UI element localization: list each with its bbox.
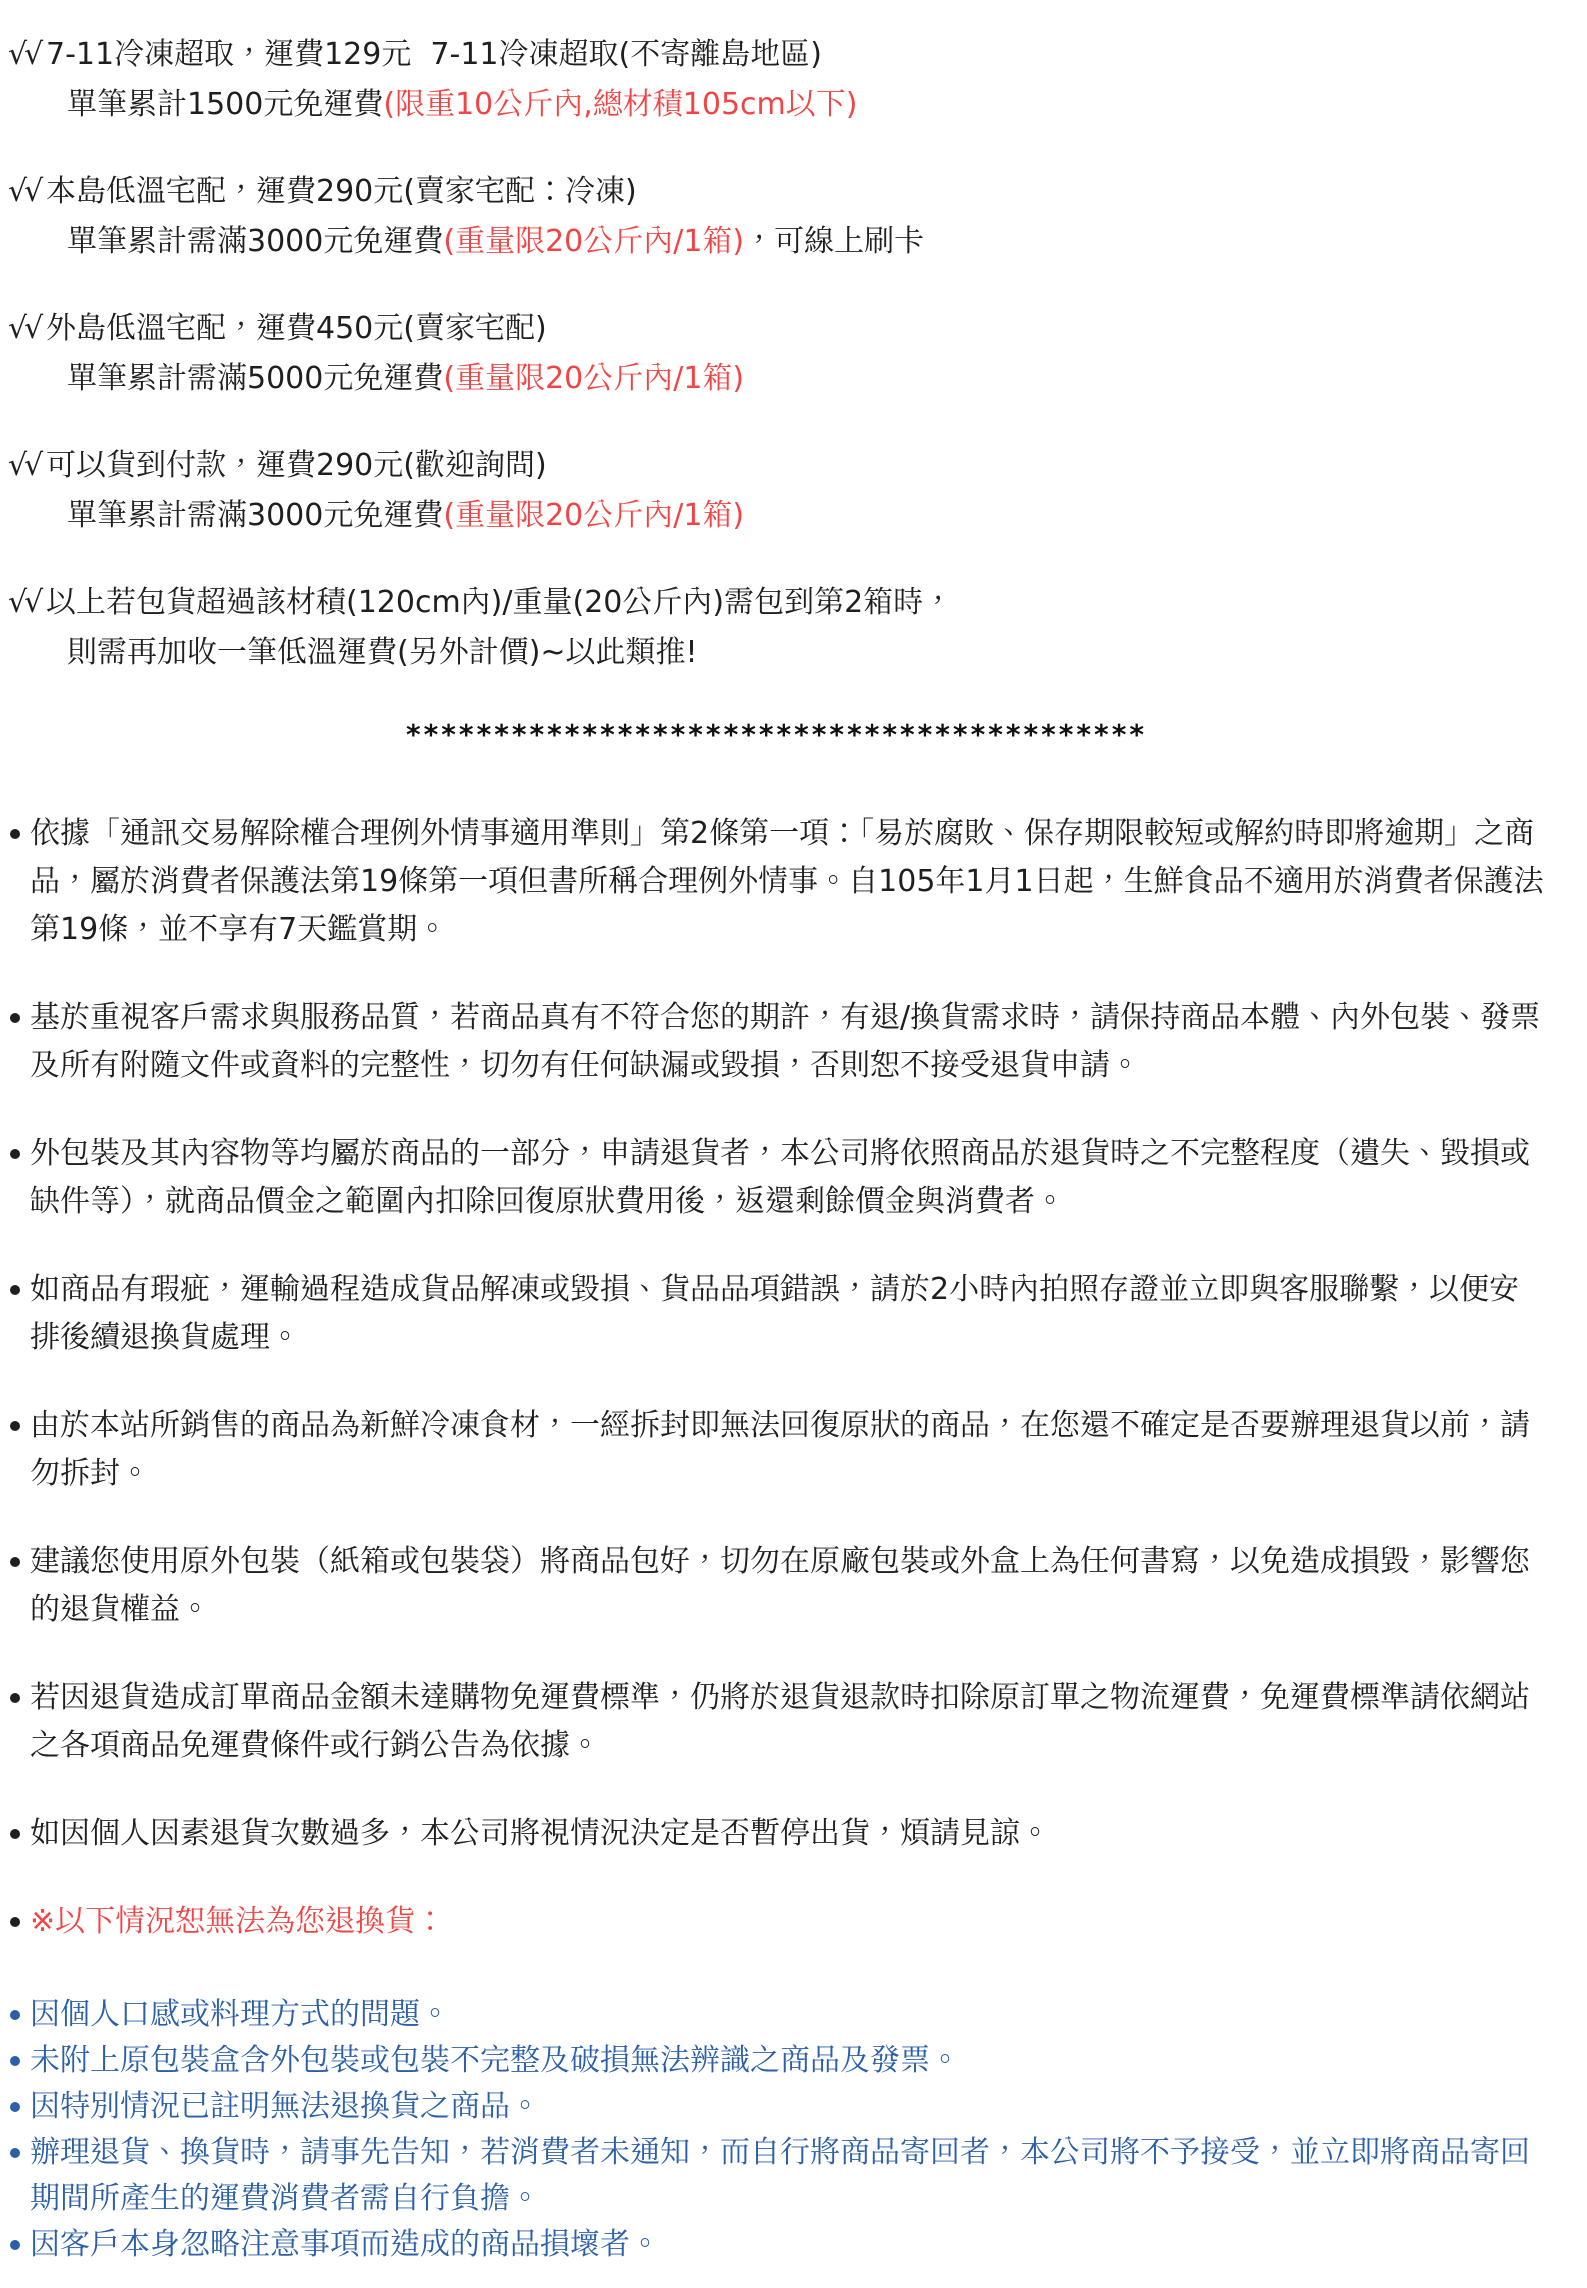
non-returnable-item <box>8 2130 1545 2222</box>
bullet-icon <box>10 1693 20 1703</box>
asterisk-divider: ****************************************** <box>406 718 1147 751</box>
non-returnable-text: 辦理退貨、換貨時，請事先告知，若消費者未通知，而自行將商品寄回者，本公司將不予接受，並立即將商品寄回期間所產生的運費消費者需自行負擔。 <box>30 2135 1530 2216</box>
shipping-option-line <box>46 304 1545 354</box>
bullet-icon <box>10 2010 20 2020</box>
policy-text: 如商品有瑕疵，運輸過程造成貨品解凍或毀損、貨品品項錯誤，請於2小時內拍照存證並立即與客服聯繫，以便安排後續退換貨處理。 <box>30 1272 1520 1355</box>
non-returnable-text: 因特別情況已註明無法退換貨之商品。 <box>30 2089 540 2124</box>
bullet-icon <box>10 1149 20 1159</box>
shipping-option-lines <box>46 441 1545 541</box>
text-segment: 單筆累計1500元免運費 <box>67 87 384 122</box>
text-segment: (重量限20公斤內/1箱) <box>443 498 745 533</box>
text-segment: 則需再加收一筆低溫運費(另外計價)~以此類推! <box>67 635 698 670</box>
shipping-option-line <box>46 628 1545 678</box>
non-returnable-text: 因客戶本身忽略注意事項而造成的商品損壞者。 <box>30 2227 660 2262</box>
non-returnable-section <box>8 1992 1545 2268</box>
checkmark-icon: √√ <box>8 448 41 483</box>
non-returnable-item <box>8 2038 1545 2084</box>
shipping-option-lines <box>46 304 1545 404</box>
policy-text: ※以下情況恕無法為您退換貨： <box>30 1904 446 1939</box>
text-segment: 7-11冷凍超取，運費129元 7-11冷凍超取(不寄離島地區) <box>46 37 822 72</box>
shipping-option-line <box>46 354 1545 404</box>
text-segment: (重量限20公斤內/1箱) <box>443 361 745 396</box>
shipping-option-line <box>46 30 1545 80</box>
non-returnable-item <box>8 2222 1545 2268</box>
text-segment: 可以貨到付款，運費290元(歡迎詢問) <box>46 448 547 483</box>
bullet-icon <box>10 1421 20 1431</box>
bullet-icon <box>10 1557 20 1567</box>
text-segment: 單筆累計需滿3000元免運費 <box>67 498 444 533</box>
shipping-option-line <box>46 217 1545 267</box>
shipping-option-lines <box>46 578 1545 678</box>
bullet-icon <box>10 1917 20 1927</box>
text-segment: 單筆累計需滿3000元免運費 <box>67 224 444 259</box>
checkmark-icon: √√ <box>8 585 41 620</box>
text-segment: 單筆累計需滿5000元免運費 <box>67 361 444 396</box>
text-segment: (限重10公斤內,總材積105cm以下) <box>383 87 858 122</box>
policy-item <box>8 1898 1545 1946</box>
text-segment: 外島低溫宅配，運費450元(賣家宅配) <box>46 311 547 346</box>
bullet-icon <box>10 1013 20 1023</box>
policy-text: 外包裝及其內容物等均屬於商品的一部分，申請退貨者，本公司將依照商品於退貨時之不完整程度（遺失、毀損或缺件等），就商品價金之範圍內扣除回復原狀費用後，返還剩餘價金與消費者。 <box>30 1136 1530 1219</box>
shipping-option-line <box>46 578 1545 628</box>
shipping-option-line <box>46 80 1545 130</box>
shipping-option-lines <box>46 30 1545 130</box>
shipping-option-lines <box>46 167 1545 267</box>
bullet-icon <box>10 829 20 839</box>
policy-item <box>8 1538 1545 1634</box>
checkmark-icon: √√ <box>8 311 41 346</box>
shipping-options-section <box>8 30 1545 678</box>
policy-text: 建議您使用原外包裝（紙箱或包裝袋）將商品包好，切勿在原廠包裝或外盒上為任何書寫，以免造成損毀，影響您的退貨權益。 <box>30 1544 1530 1627</box>
text-segment: 本島低溫宅配，運費290元(賣家宅配：冷凍) <box>46 174 637 209</box>
return-policy-section <box>8 810 1545 1946</box>
checkmark-icon: √√ <box>8 37 41 72</box>
text-segment: 以上若包貨超過該材積(120cm內)/重量(20公斤內)需包到第2箱時， <box>46 585 954 620</box>
policy-item <box>8 810 1545 954</box>
policy-text: 依據「通訊交易解除權合理例外情事適用準則」第2條第一項：「易於腐敗、保存期限較短或解約時即將逾期」之商品，屬於消費者保護法第19條第一項但書所稱合理例外情事。自105年1月1日起，生鮮食品不適用於消費者保護法第19條，並不享有7天鑑賞期。 <box>30 816 1544 947</box>
shipping-option-item <box>8 167 1545 267</box>
shipping-option-line <box>46 441 1545 491</box>
policy-text: 由於本站所銷售的商品為新鮮冷凍食材，一經拆封即無法回復原狀的商品，在您還不確定是否要辦理退貨以前，請勿拆封。 <box>30 1408 1530 1491</box>
shipping-option-line <box>46 491 1545 541</box>
policy-text: 如因個人因素退貨次數過多，本公司將視情況決定是否暫停出貨，煩請見諒。 <box>30 1816 1050 1851</box>
shipping-option-line <box>46 167 1545 217</box>
policy-item <box>8 1674 1545 1770</box>
text-segment: ，可線上刷卡 <box>744 224 925 259</box>
policy-item <box>8 1130 1545 1226</box>
bullet-icon <box>10 2148 20 2158</box>
text-segment: (重量限20公斤內/1箱) <box>443 224 745 259</box>
policy-text: 若因退貨造成訂單商品金額未達購物免運費標準，仍將於退貨退款時扣除原訂單之物流運費，免運費標準請依網站之各項商品免運費條件或行銷公告為依據。 <box>30 1680 1530 1763</box>
non-returnable-text: 未附上原包裝盒含外包裝或包裝不完整及破損無法辨識之商品及發票。 <box>30 2043 960 2078</box>
bullet-icon <box>10 1829 20 1839</box>
bullet-icon <box>10 1285 20 1295</box>
policy-item <box>8 1810 1545 1858</box>
bullet-icon <box>10 2102 20 2112</box>
shipping-option-item <box>8 578 1545 678</box>
non-returnable-text: 因個人口感或料理方式的問題。 <box>30 1997 450 2032</box>
bullet-icon <box>10 2056 20 2066</box>
policy-item <box>8 1266 1545 1362</box>
shipping-option-item <box>8 30 1545 130</box>
non-returnable-item <box>8 1992 1545 2038</box>
shipping-option-item <box>8 304 1545 404</box>
policy-item <box>8 994 1545 1090</box>
policy-text: 基於重視客戶需求與服務品質，若商品真有不符合您的期許，有退/換貨需求時，請保持商品本體、內外包裝、發票及所有附隨文件或資料的完整性，切勿有任何缺漏或毀損，否則恕不接受退貨申請。 <box>30 1000 1541 1083</box>
non-returnable-item <box>8 2084 1545 2130</box>
policy-item <box>8 1402 1545 1498</box>
bullet-icon <box>10 2240 20 2250</box>
checkmark-icon: √√ <box>8 174 41 209</box>
shipping-option-item <box>8 441 1545 541</box>
